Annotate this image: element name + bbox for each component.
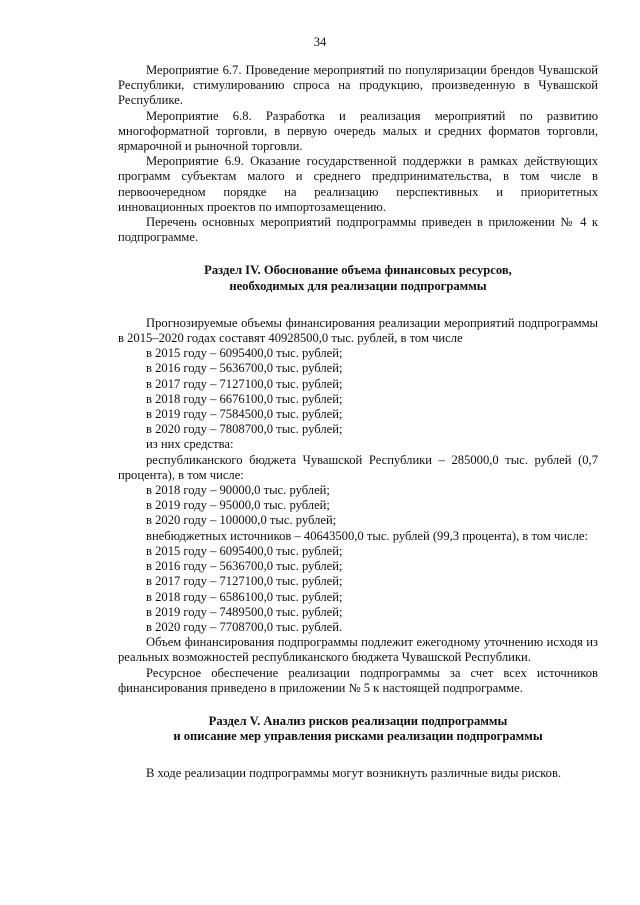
paragraph-measure-6-8: Мероприятие 6.8. Разработка и реализация мероприятий по развитию многоформатной торговли, в первую очередь малых и средних форматов торговли, ярмарочной и рыночной торговли.	[118, 108, 598, 154]
page-number: 34	[313, 35, 327, 49]
paragraph-republic-budget: республиканского бюджета Чувашской Республики – 285000,0 тыс. рублей (0,7 процента), в том числе:	[118, 452, 598, 482]
extrabudget-year-2017: в 2017 году – 7127100,0 тыс. рублей;	[146, 574, 343, 589]
paragraph-risks: В ходе реализации подпрограммы могут возникнуть различные виды рисков.	[146, 766, 562, 781]
paragraph-resource-support: Ресурсное обеспечение реализации подпрограммы за счет всех источников финансирования приведено в приложении № 5 к настоящей подпрограмме.	[118, 665, 598, 695]
section-4-heading-line-1: Раздел IV. Обоснование объема финансовых ресурсов,	[204, 263, 512, 278]
total-year-2018: в 2018 году – 6676100,0 тыс. рублей;	[146, 391, 343, 406]
paragraph-forecast-funding: Прогнозируемые объемы финансирования реализации мероприятий подпрограммы в 2015–2020 годах составят 40928500,0 тыс. рублей, в том числе	[118, 315, 598, 346]
total-year-2016: в 2016 году – 5636700,0 тыс. рублей;	[146, 361, 343, 376]
paragraph-measure-6-9: Мероприятие 6.9. Оказание государственной поддержки в рамках действующих программ субъектам малого и среднего предпринимательства, в том числе в первоочередном порядке на реализацию перспективных и приоритетных инновационных проектов по импортозамещению.	[118, 154, 598, 214]
extrabudget-year-2015: в 2015 году – 6095400,0 тыс. рублей;	[146, 543, 343, 558]
republic-year-2019: в 2019 году – 95000,0 тыс. рублей;	[146, 498, 330, 513]
section-4-heading-line-2: необходимых для реализации подпрограммы	[229, 278, 487, 293]
page-content	[118, 63, 598, 782]
paragraph-extrabudget-sources: внебюджетных источников – 40643500,0 тыс. рублей (99,3 процента), в том числе:	[146, 528, 589, 543]
republic-year-2018: в 2018 году – 90000,0 тыс. рублей;	[146, 483, 330, 498]
paragraph-measure-6-7: Мероприятие 6.7. Проведение мероприятий по популяризации брендов Чувашской Республики, стимулированию спроса на продукцию, произведенную в Чувашской Республике.	[118, 63, 598, 108]
total-year-2015: в 2015 году – 6095400,0 тыс. рублей;	[146, 346, 343, 361]
section-5-heading-line-1: Раздел V. Анализ рисков реализации подпрограммы	[208, 713, 508, 728]
total-year-2019: в 2019 году – 7584500,0 тыс. рублей;	[146, 407, 343, 422]
paragraph-annual-refinement: Объем финансирования подпрограммы подлежит ежегодному уточнению исходя из реальных возможностей республиканского бюджета Чувашской Республики.	[118, 635, 598, 665]
extrabudget-year-2019: в 2019 году – 7489500,0 тыс. рублей;	[146, 604, 343, 619]
republic-year-2020: в 2020 году – 100000,0 тыс. рублей;	[146, 513, 337, 528]
section-5-heading-line-2: и описание мер управления рисками реализации подпрограммы	[173, 729, 543, 744]
extrabudget-year-2020: в 2020 году – 7708700,0 тыс. рублей.	[146, 619, 343, 634]
extrabudget-year-2016: в 2016 году – 5636700,0 тыс. рублей;	[146, 559, 343, 574]
total-year-2017: в 2017 году – 7127100,0 тыс. рублей;	[146, 376, 343, 391]
of-which-label: из них средства:	[146, 437, 234, 452]
total-year-2020: в 2020 году – 7808700,0 тыс. рублей;	[146, 422, 343, 437]
paragraph-measures-list: Перечень основных мероприятий подпрограммы приведен в приложении № 4 к подпрограмме.	[118, 215, 598, 245]
extrabudget-year-2018: в 2018 году – 6586100,0 тыс. рублей;	[146, 589, 343, 604]
